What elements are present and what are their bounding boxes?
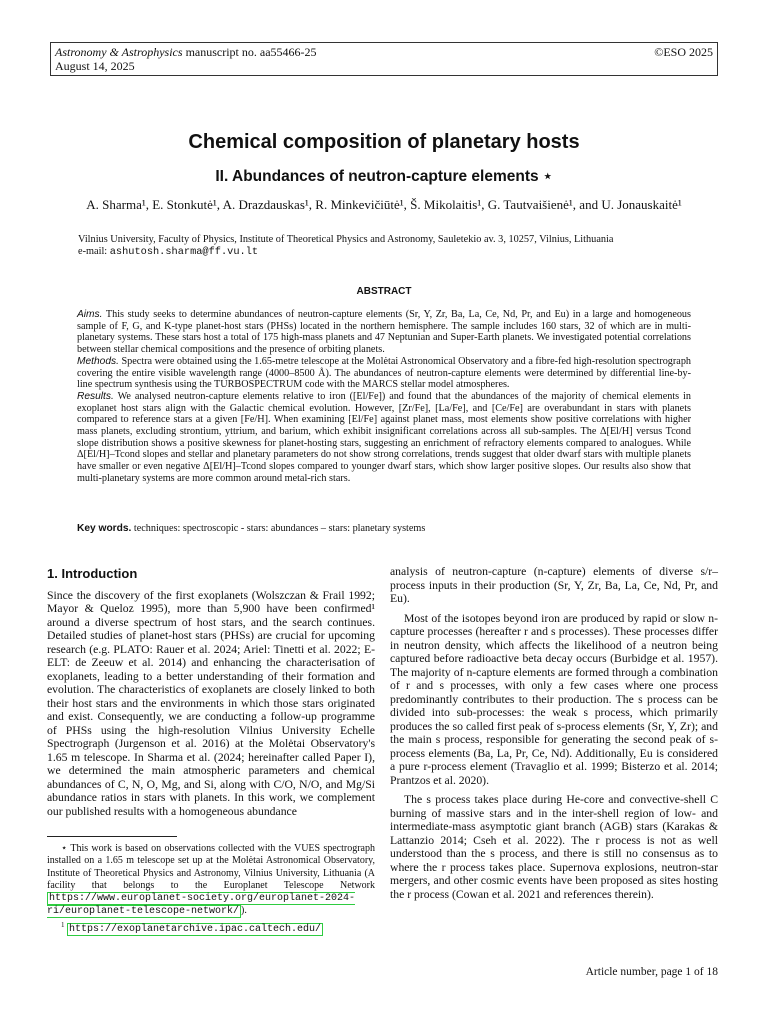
abstract-results bbox=[77, 391, 691, 485]
affiliation: Vilnius University, Faculty of Physics, Institute of Theoretical Physics and Astronomy, Sauletekio av. 3, 10257, Vilnius, Lithuania bbox=[78, 234, 614, 245]
footnote-star-end: ). bbox=[241, 905, 247, 917]
manuscript-number: manuscript no. aa55466-25 bbox=[185, 45, 317, 59]
footnote-1-mark: 1 bbox=[61, 920, 65, 929]
author-list: A. Sharma¹, E. Stonkutė¹, A. Drazdauskas¹, R. Minkevičiūtė¹, Š. Mikolaitis¹, G. Tautvaišienė¹, and U. Jonauskaitė¹ bbox=[86, 197, 682, 212]
keywords-label: Key words. bbox=[77, 523, 132, 534]
abstract-aims bbox=[77, 309, 691, 356]
abstract-heading: ABSTRACT bbox=[356, 286, 412, 297]
exoplanet-archive-link[interactable]: https://exoplanetarchive.ipac.caltech.edu/ bbox=[69, 924, 322, 936]
footnote-star bbox=[47, 843, 375, 919]
footnote-1 bbox=[47, 919, 375, 937]
keywords bbox=[77, 523, 691, 534]
keywords-text: techniques: spectroscopic - stars: abundances – stars: planetary systems bbox=[133, 523, 426, 534]
header-line-1 bbox=[55, 45, 713, 59]
results-label: Results. bbox=[77, 390, 114, 402]
methods-label: Methods. bbox=[77, 355, 119, 367]
left-column bbox=[47, 565, 375, 818]
journal-name: Astronomy & Astrophysics bbox=[55, 45, 183, 59]
intro-paragraph-1: Since the discovery of the first exoplanets (Wolszczan & Frail 1992; Mayor & Queloz 1995), more than 5,900 have been confirmed¹ around a diverse spectrum of host stars, and the search continues. Detailed studies of planet-host stars (PHSs) are crucial for upcoming research (e.g. PLATO: Rauer et al. 2024; Ariel: Tinetti et al. 2022; E-ELT: de Zeeuw et al. 2014) and enhancing the characterisation of exoplanets, leading to a better understanding of their formation and evolution. The characteristics of exoplanets are closely linked to both their host stars and the environments in which those stars originated and exist. Consequently, we are conducting a follow-up programme of PHSs using the high-resolution Vilnius University Echelle Spectrograph (Jurgenson et al. 2016) at the Molėtai Observatory's 1.65 m telescope. In Sharma et al. (2024; hereinafter called Paper I), we determined the main atmospheric parameters and chemical abundances of C, N, O, Mg, and Si, along with C/O, N/O, and Mg/Si abundance ratios in stars with planets. In this work, we complement our published results with a homogeneous abundance bbox=[47, 588, 375, 818]
footnote-rule bbox=[47, 836, 177, 837]
journal-header bbox=[50, 42, 718, 76]
footnotes bbox=[47, 843, 375, 936]
header-date: August 14, 2025 bbox=[55, 59, 135, 73]
europlanet-link[interactable]: https://www.europlanet-society.org/europlanet-2024-ri/europlanet-telescope-network/ bbox=[47, 893, 356, 918]
affiliation-block bbox=[78, 234, 698, 258]
intro-paragraph-2: analysis of neutron-capture (n-capture) elements of diverse s/r–process inputs in their production (Sr, Y, Zr, Ba, La, Ce, Nd, Pr, and Eu). bbox=[390, 565, 718, 605]
email-label: e-mail: bbox=[78, 246, 108, 257]
aims-label: Aims. bbox=[77, 309, 103, 320]
intro-paragraph-4: The s process takes place during He-core and convective-shell C burning of massive stars and in the inter-shell region of low- and intermediate-mass asymptotic giant branch (AGB) stars (Karakas & Lattanzio 2014; Cseh et al. 2022). The r process is not as well understood than the s process, and there is still no consensus as to where the r process takes place. Supernova explosions, neutron-star mergers, and other cosmic events have been proposed as sites hosting the r process (Cowan et al. 2021 and references therein). bbox=[390, 793, 718, 901]
abstract bbox=[77, 309, 691, 485]
intro-paragraph-3: Most of the isotopes beyond iron are produced by rapid or slow n-capture processes (hereafter r and s processes). These processes differ in neutron density, which affects the likelihood of a neutron being captured before radioactive beta decay occurs (Burbidge et al. 1957). The majority of n-capture elements are formed through a combination of r and s processes, with only a few cases where one process predominantly contributes to their production. The s process can be divided into sub-processes: the weak s process, which primarily produces the so called first peak of s-process elements (Sr, Y, Zr); and the main s process, responsible for generating the second peak of s-process elements (Ba, La, Pr, Ce, Nd). Additionally, Eu is considered a pure r-process element (Travaglio et al. 1999; Bisterzo et al. 2014; Prantzos et al. 2020). bbox=[390, 611, 718, 787]
footnote-star-text: ⋆ This work is based on observations collected with the VUES spectrograph installed on a 1.65 m telescope set up at the Molėtai Astronomical Observatory, Institute of Theoretical Physics and Astronomy, Vilnius University, Lithuania (A facility that belongs to the Europlanet Telescope Network bbox=[47, 843, 375, 891]
email-address[interactable]: ashutosh.sharma@ff.vu.lt bbox=[109, 246, 259, 258]
section-heading-introduction: 1. Introduction bbox=[47, 566, 138, 581]
methods-text: Spectra were obtained using the 1.65-metre telescope at the Molėtai Astronomical Observatory and a fibre-fed high-resolution spectrograph covering the entire visible wavelength range (4000–8500 Å). The abundances of neutron-capture elements were determined by differential line-by-line spectrum synthesis using the TURBOSPECTRUM code with the MARCS stellar model atmospheres. bbox=[77, 355, 692, 391]
aims-text: This study seeks to determine abundances of neutron-capture elements (Sr, Y, Zr, Ba, La, Ce, Nd, Pr, and Eu) in a large and homogeneous sample of F, G, and K-type planet-host stars (PHSs) located in the northern hemisphere. The sample includes 160 stars, 32 of which are in multi-planetary systems. These stars host a total of 175 high-mass planets and 47 Neptunian and Super-Earth planets. We investigated potential correlations between stellar chemical compositions and the presence of orbiting planets. bbox=[77, 309, 691, 356]
copyright: ©ESO 2025 bbox=[654, 45, 713, 59]
abstract-methods bbox=[77, 356, 691, 391]
right-column bbox=[390, 565, 718, 901]
page-footer: Article number, page 1 of 18 bbox=[585, 966, 718, 978]
paper-subtitle: II. Abundances of neutron-capture elements ⋆ bbox=[215, 168, 553, 185]
email-line bbox=[78, 246, 698, 258]
results-text: We analysed neutron-capture elements relative to iron ([El/Fe]) and found that the abundances of the majority of chemical elements in exoplanet host stars align with the Galactic chemical evolution. However, [Zr/Fe], [La/Fe], and [Ce/Fe] are overabundant in stars with planets compared to reference stars at a given [Fe/H]. When examining [El/Fe] against planet mass, most elements show positive correlations with higher mass planets, excluding strontium, yttrium, and barium, which exhibit insignificant correlations across all sub-samples. The Δ[El/H] versus Tcond slope distribution shows a positive skewness for planet-hosting stars, suggesting an enrichment of refractory elements compared to analogues. While Δ[El/H]–Tcond slopes and stellar and planetary parameters do not show strong correlations, trends suggest that older dwarf stars with multiple planets have smaller or even negative Δ[El/H]–Tcond slopes compared to younger dwarf stars, which show larger positive slopes. Our results also show that multi-planetary systems are more common around metal-rich stars. bbox=[77, 390, 691, 484]
paper-title: Chemical composition of planetary hosts bbox=[188, 131, 580, 153]
